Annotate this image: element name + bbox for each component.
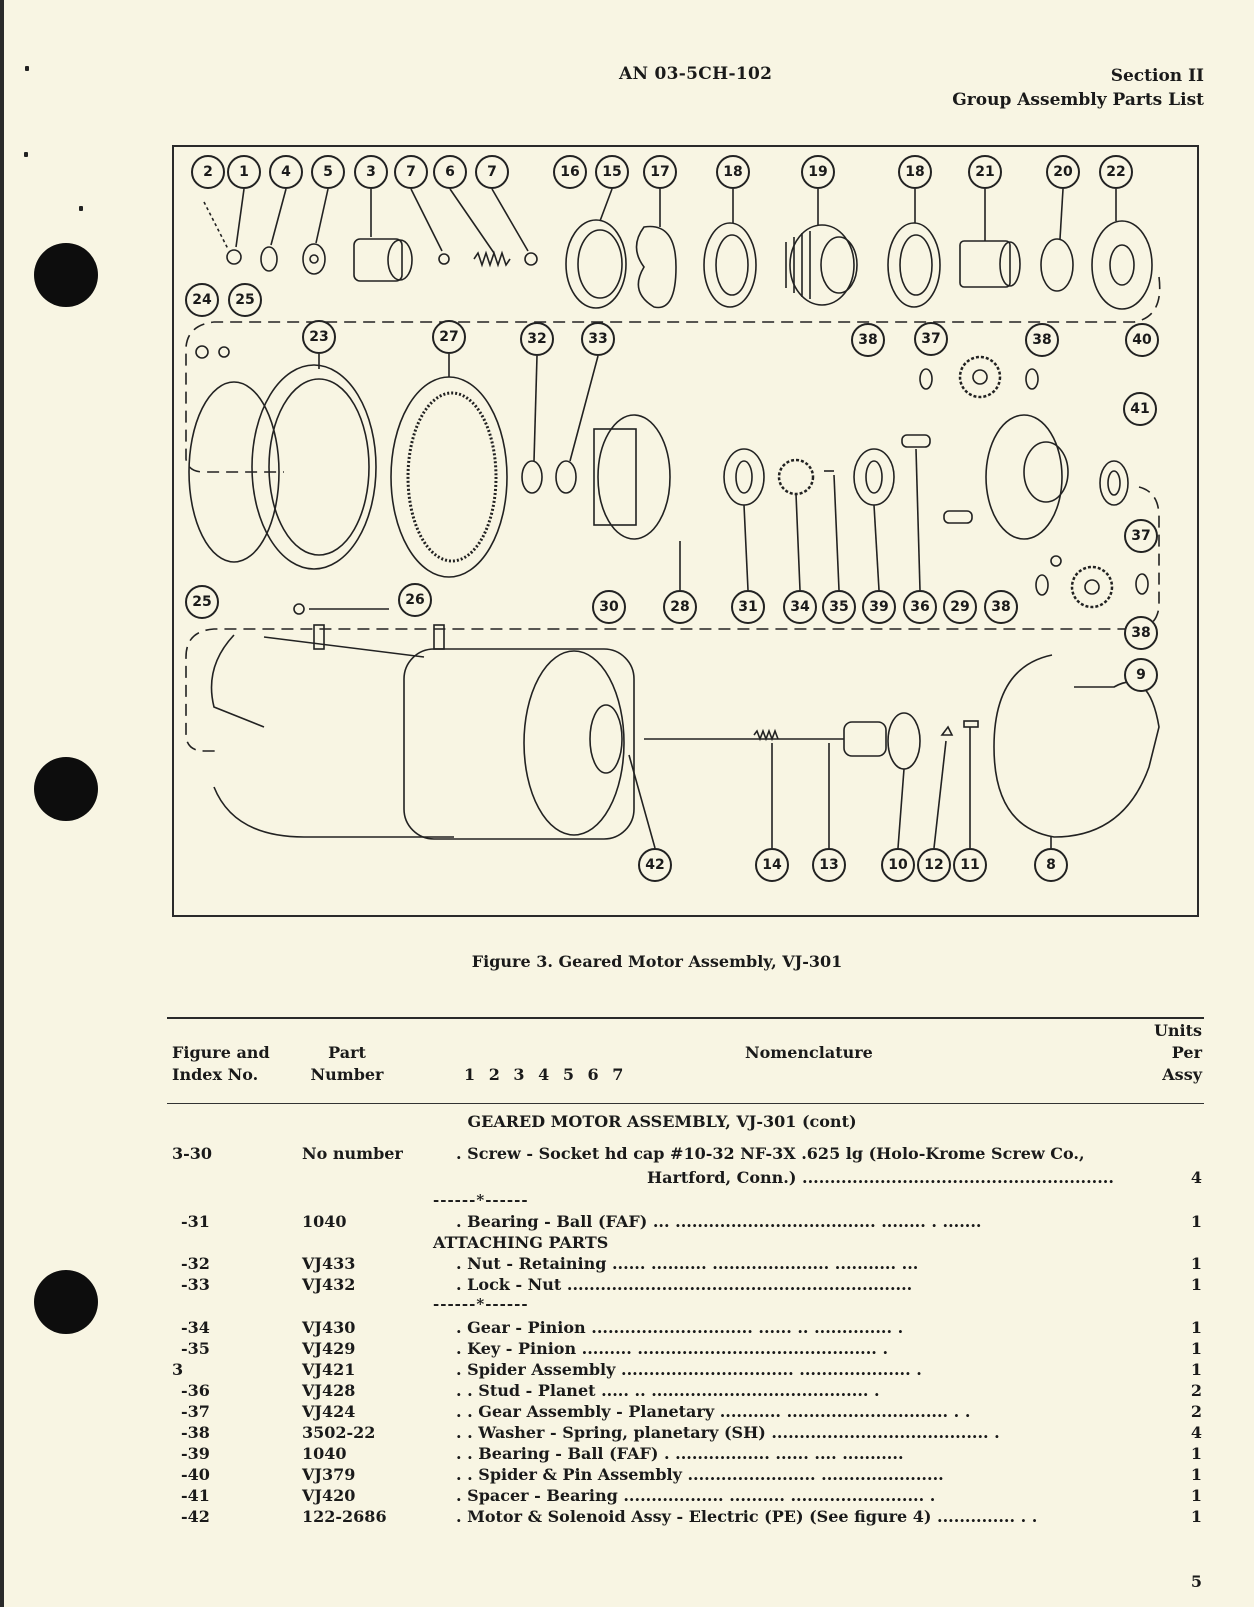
callout-37: 37: [914, 322, 948, 356]
table-row: [0, 1144, 1254, 1166]
callout-7: 7: [394, 155, 428, 189]
part-number: 122-2686: [302, 1507, 387, 1526]
table-header-rule: [167, 1103, 1204, 1104]
callout-21: 21: [968, 155, 1002, 189]
callout-12: 12: [917, 848, 951, 882]
callout-1: 1: [227, 155, 261, 189]
units-per-assy: 1: [1190, 1465, 1202, 1484]
figure-index: -41: [181, 1486, 210, 1505]
callout-32: 32: [520, 322, 554, 356]
binder-hole: [34, 757, 98, 821]
units-per-assy: 2: [1190, 1381, 1202, 1400]
nomenclature: . Screw - Socket hd cap #10-32 NF-3X .625 lg (Holo-Krome Screw Co.,: [456, 1144, 1085, 1163]
units-per-assy: 1: [1190, 1254, 1202, 1273]
table-row: [0, 1423, 1254, 1445]
nomenclature: . . Washer - Spring, planetary (SH) ....................................... .: [456, 1423, 1000, 1442]
part-number: VJ421: [302, 1360, 356, 1379]
callout-28: 28: [663, 590, 697, 624]
units-per-assy: 4: [1190, 1423, 1202, 1442]
callout-6: 6: [433, 155, 467, 189]
units-per-assy: 4: [1190, 1168, 1202, 1187]
units-per-assy: 1: [1190, 1318, 1202, 1337]
nomenclature: . . Spider & Pin Assembly ....................... ......................: [456, 1465, 944, 1484]
col-header-part-number: Part Number: [310, 1043, 384, 1084]
callout-38: 38: [984, 590, 1018, 624]
table-row: [0, 1486, 1254, 1508]
callout-38: 38: [851, 323, 885, 357]
callout-33: 33: [581, 322, 615, 356]
part-number: 3502-22: [302, 1423, 376, 1442]
section-title: Group Assembly Parts List: [952, 90, 1204, 110]
table-row: [0, 1318, 1254, 1340]
part-number: VJ432: [302, 1275, 356, 1294]
part-number: No number: [302, 1144, 403, 1163]
callout-27: 27: [432, 320, 466, 354]
exploded-view-illustration: [172, 145, 1199, 917]
part-number: VJ433: [302, 1254, 356, 1273]
figure-index: -42: [181, 1507, 210, 1526]
part-number: VJ420: [302, 1486, 356, 1505]
nomenclature: . . Stud - Planet ..... .. ....................................... .: [456, 1381, 880, 1400]
callout-9: 9: [1124, 658, 1158, 692]
callout-16: 16: [553, 155, 587, 189]
nomenclature: . . Gear Assembly - Planetary ........... ............................. . .: [456, 1402, 971, 1421]
callout-17: 17: [643, 155, 677, 189]
callout-20: 20: [1046, 155, 1080, 189]
callout-39: 39: [862, 590, 896, 624]
callout-11: 11: [953, 848, 987, 882]
callout-15: 15: [595, 155, 629, 189]
table-row: [0, 1360, 1254, 1382]
callout-25: 25: [228, 283, 262, 317]
callout-5: 5: [311, 155, 345, 189]
units-per-assy: 1: [1190, 1507, 1202, 1526]
part-number: VJ429: [302, 1339, 356, 1358]
units-per-assy: 1: [1190, 1486, 1202, 1505]
nomenclature: . Lock - Nut ..............................................................: [456, 1275, 913, 1294]
callout-18: 18: [898, 155, 932, 189]
nomenclature: . . Bearing - Ball (FAF) . ................. ...... .... ...........: [456, 1444, 904, 1463]
table-row: [0, 1402, 1254, 1424]
assembly-title: GEARED MOTOR ASSEMBLY, VJ-301 (cont): [467, 1112, 857, 1131]
figure-index: -37: [181, 1402, 210, 1421]
callout-23: 23: [302, 320, 336, 354]
table-row: [0, 1275, 1254, 1297]
binder-hole: [34, 243, 98, 307]
col-header-figure-index: Figure and Index No.: [172, 1043, 270, 1084]
col-header-units-per-assy: Units Per Assy: [1153, 1021, 1202, 1084]
figure-index: -32: [181, 1254, 210, 1273]
part-number: 1040: [302, 1212, 347, 1231]
table-row: [0, 1507, 1254, 1529]
figure-index: -34: [181, 1318, 210, 1337]
callout-36: 36: [903, 590, 937, 624]
nomenclature: . Key - Pinion ......... ........................................... .: [456, 1339, 889, 1358]
figure-index: -33: [181, 1275, 210, 1294]
section-header: [952, 64, 1204, 112]
figure-index: -39: [181, 1444, 210, 1463]
callout-40: 40: [1125, 323, 1159, 357]
callout-25: 25: [185, 585, 219, 619]
nomenclature: Hartford, Conn.) ........................................................: [647, 1168, 1114, 1187]
nomenclature: . Spacer - Bearing .................. .......... ........................ .: [456, 1486, 936, 1505]
nomenclature: . Motor & Solenoid Assy - Electric (PE) (See figure 4) .............. . .: [456, 1507, 1038, 1526]
units-per-assy: 1: [1190, 1275, 1202, 1294]
table-row: [0, 1339, 1254, 1361]
callout-41: 41: [1123, 392, 1157, 426]
part-number: VJ424: [302, 1402, 356, 1421]
callout-24: 24: [185, 283, 219, 317]
nomenclature: . Gear - Pinion ............................. ...... .. .............. .: [456, 1318, 904, 1337]
figure-index: -38: [181, 1423, 210, 1442]
table-row: [0, 1381, 1254, 1403]
document-number: AN 03-5CH-102: [619, 64, 773, 84]
units-per-assy: 1: [1190, 1444, 1202, 1463]
nomenclature: . Bearing - Ball (FAF) ... .................................... ........ . .......: [456, 1212, 982, 1231]
units-per-assy: 1: [1190, 1339, 1202, 1358]
callout-19: 19: [801, 155, 835, 189]
callout-18: 18: [716, 155, 750, 189]
figure-index: -36: [181, 1381, 210, 1400]
callout-42: 42: [638, 848, 672, 882]
scan-speck: [24, 152, 28, 157]
units-per-assy: 1: [1190, 1212, 1202, 1231]
attaching-parts-label: ATTACHING PARTS: [433, 1233, 609, 1252]
table-row: [0, 1444, 1254, 1466]
separator: ------*------: [433, 1191, 529, 1209]
callout-8: 8: [1034, 848, 1068, 882]
figure-index: 3-30: [172, 1144, 213, 1163]
callout-38: 38: [1124, 616, 1158, 650]
callout-2: 2: [191, 155, 225, 189]
col-header-indent-levels: 1 2 3 4 5 6 7: [464, 1065, 624, 1084]
col-header-nomenclature: Nomenclature: [745, 1043, 873, 1062]
figure-index: -31: [181, 1212, 210, 1231]
callout-30: 30: [592, 590, 626, 624]
callout-10: 10: [881, 848, 915, 882]
callout-13: 13: [812, 848, 846, 882]
callout-14: 14: [755, 848, 789, 882]
callout-7: 7: [475, 155, 509, 189]
units-per-assy: 1: [1190, 1360, 1202, 1379]
callout-26: 26: [398, 583, 432, 617]
nomenclature: . Nut - Retaining ...... .......... ..................... ........... ...: [456, 1254, 919, 1273]
callout-37: 37: [1124, 519, 1158, 553]
callout-22: 22: [1099, 155, 1133, 189]
scan-speck: [25, 66, 29, 71]
part-number: VJ430: [302, 1318, 356, 1337]
part-number: VJ428: [302, 1381, 356, 1400]
figure-index: -40: [181, 1465, 210, 1484]
table-row: [0, 1465, 1254, 1487]
scan-speck: [79, 206, 83, 211]
table-row: [0, 1254, 1254, 1276]
callout-31: 31: [731, 590, 765, 624]
callout-29: 29: [943, 590, 977, 624]
separator: ------*------: [433, 1295, 529, 1313]
callout-35: 35: [822, 590, 856, 624]
exploded-drawing: [174, 147, 1197, 915]
table-row: [0, 1212, 1254, 1234]
table-top-rule: [167, 1017, 1204, 1019]
table-row-continuation: [0, 1168, 1254, 1190]
callout-34: 34: [783, 590, 817, 624]
part-number: 1040: [302, 1444, 347, 1463]
units-per-assy: 2: [1190, 1402, 1202, 1421]
section-label: Section II: [1110, 66, 1204, 86]
callout-4: 4: [269, 155, 303, 189]
figure-index: 3: [172, 1360, 184, 1379]
part-number: VJ379: [302, 1465, 356, 1484]
callout-3: 3: [354, 155, 388, 189]
nomenclature: . Spider Assembly ............................... .................... .: [456, 1360, 922, 1379]
figure-index: -35: [181, 1339, 210, 1358]
page-number: 5: [1190, 1572, 1202, 1591]
figure-caption: Figure 3. Geared Motor Assembly, VJ-301: [471, 952, 843, 971]
callout-38: 38: [1025, 323, 1059, 357]
